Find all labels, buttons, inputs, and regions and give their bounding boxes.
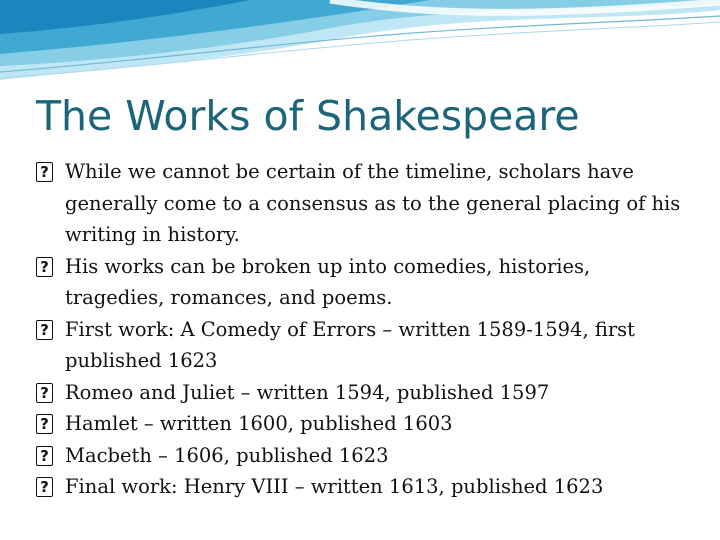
missing-glyph-box-icon: ?	[36, 414, 53, 434]
bullet-item	[36, 377, 686, 409]
missing-glyph-box-icon: ?	[36, 446, 53, 466]
missing-glyph-box-icon: ?	[36, 162, 53, 182]
bullet-item	[36, 408, 686, 440]
bullet-text: Macbeth – 1606, published 1623	[65, 443, 389, 467]
bullet-text: While we cannot be certain of the timeline, scholars have generally come to a consensus as to the general placing of his writing in history.	[65, 160, 681, 246]
bullet-text: His works can be broken up into comedies, histories, tragedies, romances, and poems.	[65, 254, 591, 309]
header-wave-decoration	[0, 0, 720, 90]
missing-glyph-box-icon: ?	[36, 257, 53, 277]
bullet-item	[36, 471, 686, 503]
missing-glyph-box-icon: ?	[36, 383, 53, 403]
bullet-text: Hamlet – written 1600, published 1603	[65, 412, 453, 435]
bullet-text: First work: A Comedy of Errors – written 1589-1594, first published 1623	[65, 317, 636, 372]
bullet-text: Final work: Henry VIII – written 1613, published 1623	[65, 475, 604, 498]
missing-glyph-box-icon: ?	[36, 320, 53, 340]
bullet-item	[36, 251, 686, 314]
bullet-item	[36, 314, 686, 377]
slide-title: The Works of Shakespeare	[36, 92, 580, 140]
bullet-item	[36, 156, 686, 251]
missing-glyph-box-icon: ?	[36, 477, 53, 497]
bullet-text: Romeo and Juliet – written 1594, published 1597	[65, 380, 550, 404]
bullet-list	[36, 156, 686, 503]
bullet-item	[36, 440, 686, 472]
